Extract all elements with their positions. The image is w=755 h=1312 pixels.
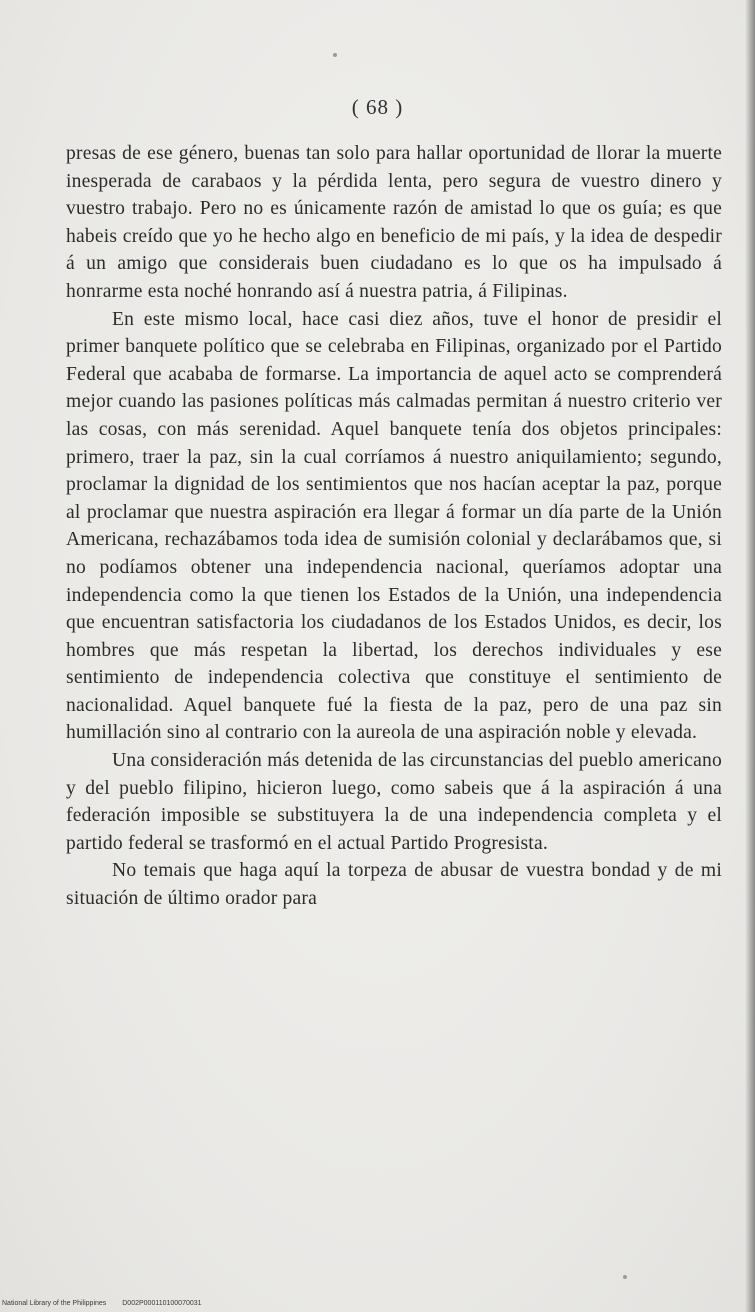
credit-institution: National Library of the Philippines [2,1300,107,1307]
scan-credit [2,1300,216,1307]
credit-identifier: D002P000110100070031 [122,1300,202,1307]
paragraph-continuation: presas de ese género, buenas tan solo para hallar oportunidad de llorar la muerte inesperada de carabaos y la pérdida lenta, pero segura de vuestro dinero y vuestro trabajo. Pero no es únicamente razón de amistad lo que os guía; es que habeis creído que yo he hecho algo en beneficio de mi país, y la idea de despedir á un amigo que considerais buen ciudadano es lo que os ha impulsado á honrarme esta noché honrando así á nuestra patria, á Filipinas. [66,143,722,302]
page-number: ( 68 ) [351,95,404,119]
body-text [66,140,722,913]
paragraph-closing: No temais que haga aquí la torpeza de abusar de vuestra bondad y de mi situación de último orador para [66,860,722,910]
paragraph-progressive-party: Una consideración más detenida de las circunstancias del pueblo americano y del pueblo filipino, hicieron luego, como sabeis que á la aspiración á una federación imposible se substituyera la de una independencia completa y el partido federal se trasformó en el actual Partido Progresista. [66,750,722,854]
page-edge-shadow [745,0,755,1312]
scan-speck [623,1275,627,1279]
scan-speck [333,53,337,57]
paragraph-first-banquet: En este mismo local, hace casi diez años, tuve el honor de presidir el primer banquete político que se celebraba en Filipinas, organizado por el Partido Federal que acababa de formarse. La importancia de aquel acto se comprenderá mejor cuando las pasiones políticas más calmadas permitan á nuestro criterio ver las cosas, con más serenidad. Aquel banquete tenía dos objetos principales: primero, traer la paz, sin la cual corríamos á nuestro aniquilamiento; segundo, proclamar la dignidad de los sentimientos que nos hacían aceptar la paz, porque al proclamar que nuestra aspiración era llegar á formar un día parte de la Unión Americana, rechazábamos toda idea de sumisión colonial y declarábamos que, si no podíamos obtener una independencia nacional, queríamos adoptar una independencia como la que tienen los Estados de la Unión, una independencia que encuentran satisfactoria los ciudadanos de los Estados Unidos, es decir, los hombres que más respetan la libertad, los derechos individuales y ese sentimiento de independencia colectiva que constituye el sentimiento de nacionalidad. Aquel banquete fué la fiesta de la paz, pero de una paz sin humillación sino al contrario con la aureola de una aspiración noble y elevada. [66,308,722,744]
